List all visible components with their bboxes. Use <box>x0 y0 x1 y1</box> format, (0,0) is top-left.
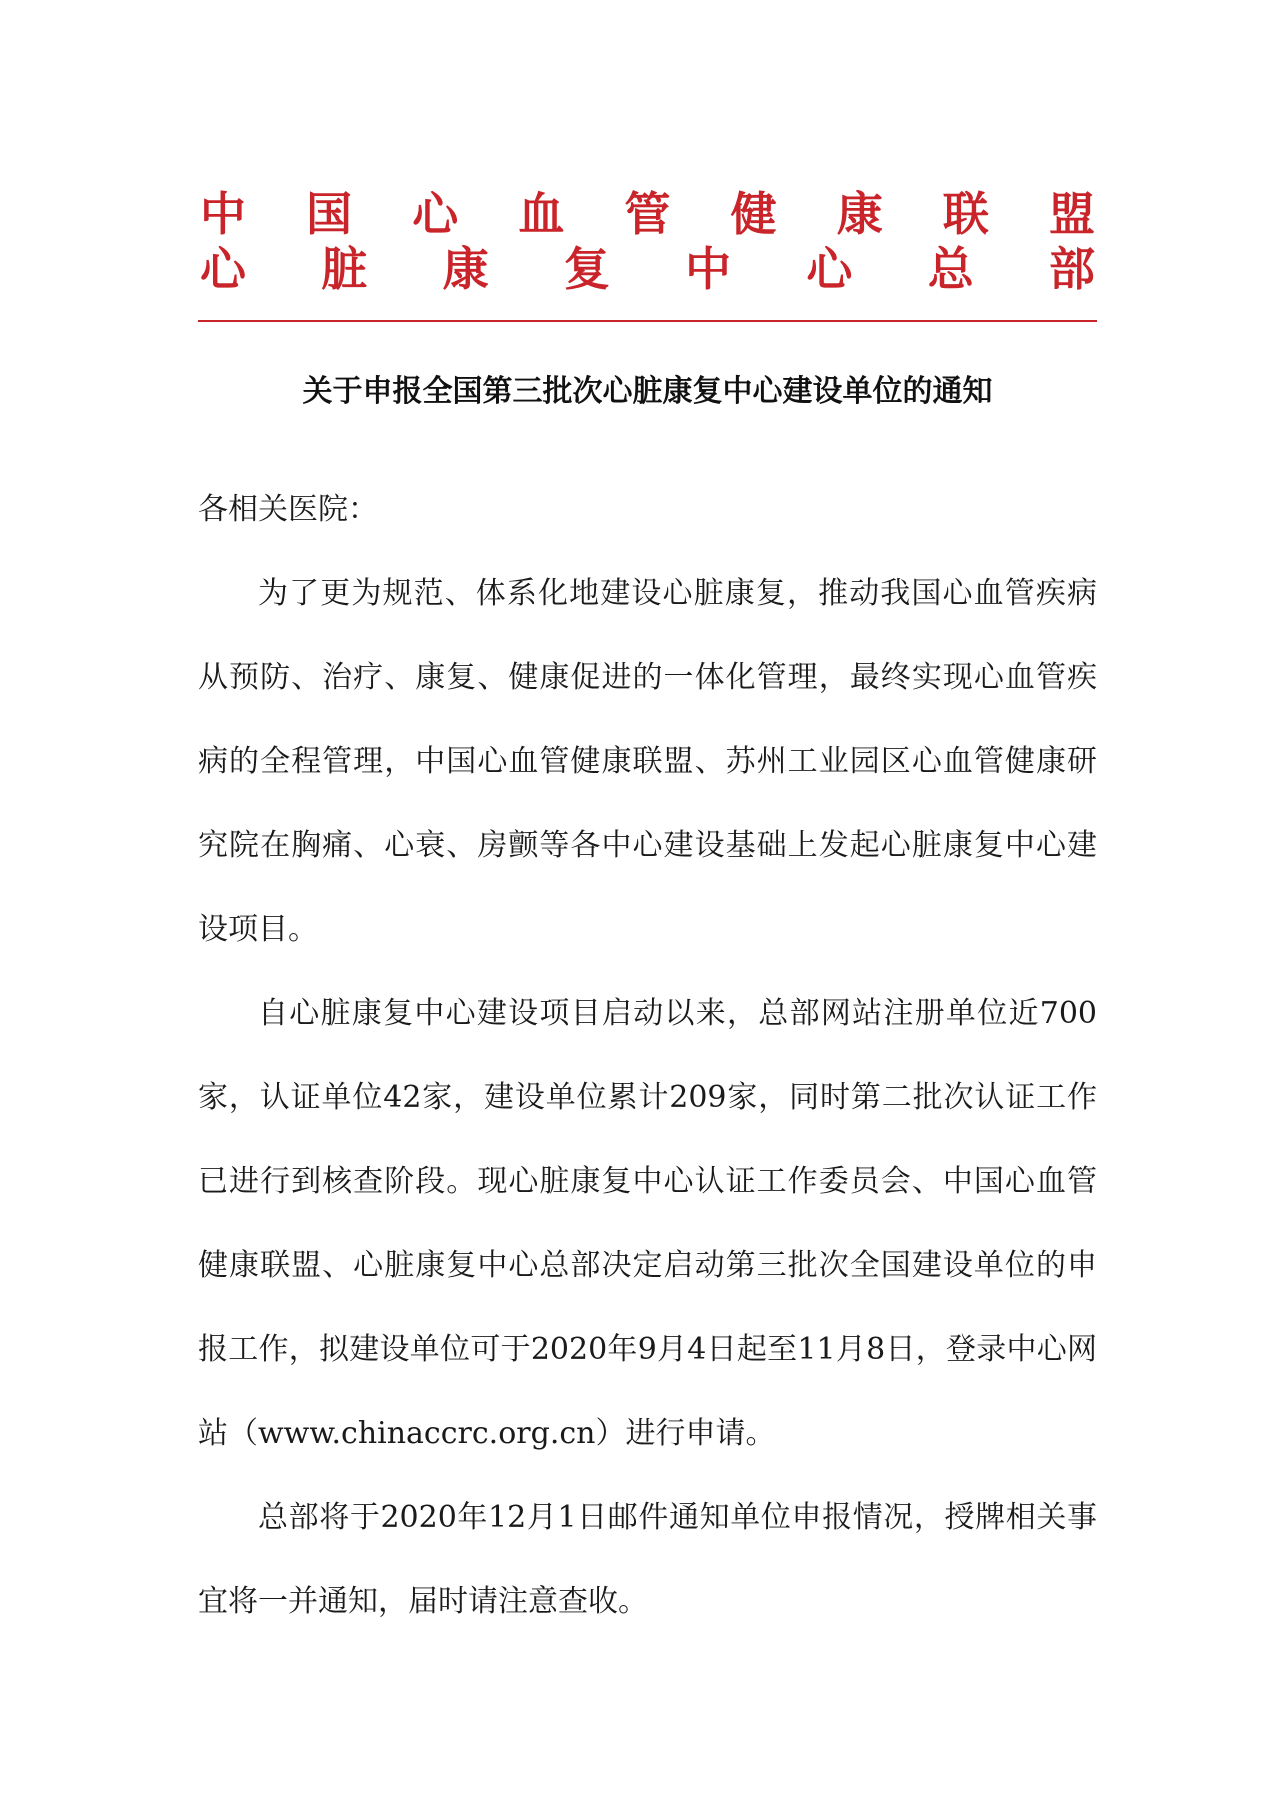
letterhead-char: 血 <box>518 187 565 241</box>
letterhead-divider <box>198 320 1097 322</box>
salutation: 各相关医院： <box>198 492 378 527</box>
paragraph: 自心脏康复中心建设项目启动以来，总部网站注册单位近700家，认证单位42家，建设单位累计209家，同时第二批次认证工作已进行到核查阶段。现心脏康复中心认证工作委员会、中国心血管健康联盟、心脏康复中心总部决定启动第三批次全国建设单位的申报工作，拟建设单位可于2020年9月4日起至11月8日，登录中心网站（www.chinaccrc.org.cn）进行申请。 <box>198 996 1097 1451</box>
letterhead-char: 心 <box>412 187 459 241</box>
letterhead-char: 中 <box>685 242 732 296</box>
letterhead-char: 国 <box>306 187 353 241</box>
letterhead-char: 中 <box>200 187 246 241</box>
document-title: 关于申报全国第三批次心脏康复中心建设单位的通知 <box>302 374 993 409</box>
letterhead-char: 脏 <box>321 242 368 296</box>
letterhead-char: 康 <box>442 242 489 296</box>
letterhead-char: 部 <box>1048 242 1095 296</box>
letterhead-dept-name <box>200 241 1095 297</box>
letterhead-char: 康 <box>836 187 883 241</box>
letterhead-org-name <box>200 186 1095 242</box>
letterhead-char: 心 <box>200 242 246 296</box>
letterhead-char: 健 <box>730 187 777 241</box>
letterhead-char: 联 <box>942 187 989 241</box>
paragraph: 为了更为规范、体系化地建设心脏康复，推动我国心血管疾病从预防、治疗、康复、健康促进的一体化管理，最终实现心血管疾病的全程管理，中国心血管健康联盟、苏州工业园区心血管健康研究院在胸痛、心衰、房颤等各中心建设基础上发起心脏康复中心建设项目。 <box>198 576 1097 947</box>
letterhead-char: 心 <box>806 242 853 296</box>
letterhead-char: 复 <box>563 242 610 296</box>
document-body <box>198 468 1097 1644</box>
paragraph: 总部将于2020年12月1日邮件通知单位申报情况，授牌相关事宜将一并通知，届时请注意查收。 <box>198 1500 1097 1619</box>
letterhead-char: 总 <box>927 242 974 296</box>
letterhead-char: 管 <box>624 187 671 241</box>
letterhead-char: 盟 <box>1049 187 1095 241</box>
